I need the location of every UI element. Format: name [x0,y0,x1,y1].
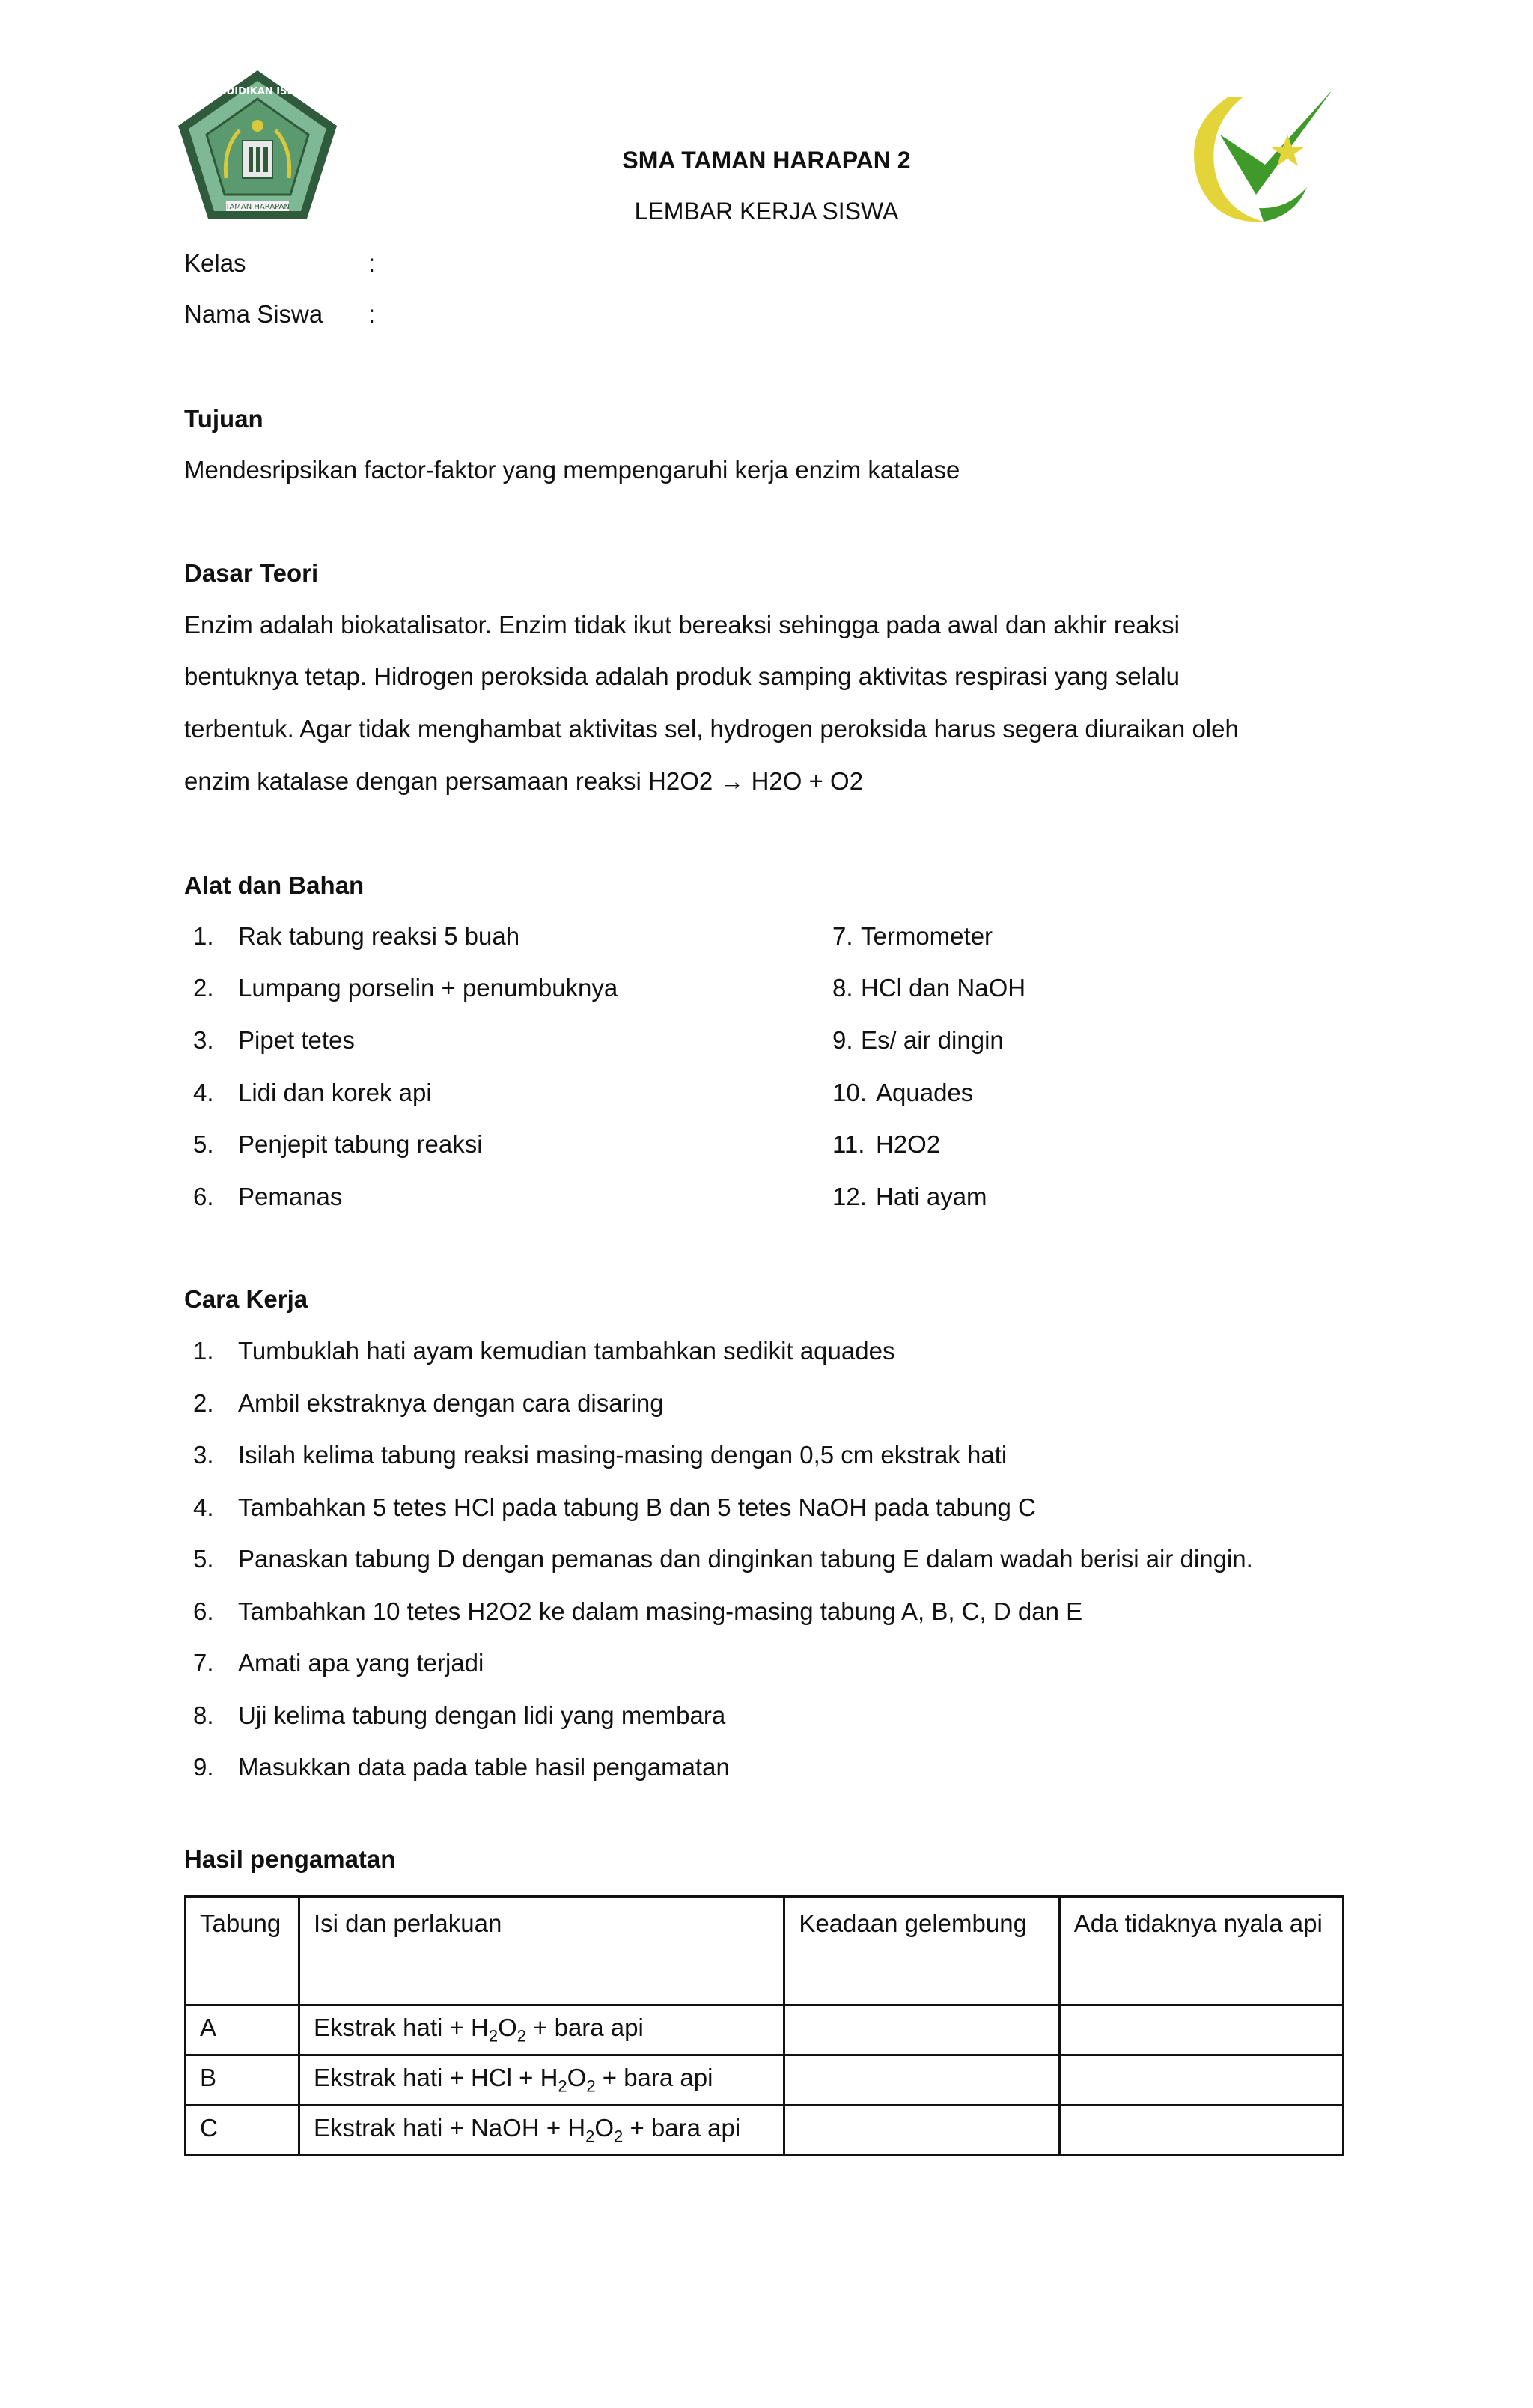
alat-item: Lumpang porselin + penumbuknya [238,974,618,1002]
step-number: 2. [193,1389,214,1417]
alat-number: 10. [832,1079,867,1106]
table-row [186,2005,1344,2055]
alat-item: Aquades [876,1079,974,1106]
step-number: 9. [193,1753,214,1781]
table-row [186,2055,1344,2106]
alat-number: 9. [832,1026,853,1054]
kelas-colon: : [368,249,376,277]
step-text: Isilah kelima tabung reaksi masing-masing dengan 0,5 cm ekstrak hati [238,1441,1008,1469]
dasar-teori-line: bentuknya tetap. Hidrogen peroksida adalah produk samping aktivitas respirasi yang selalu [184,662,1180,690]
reaction-text: enzim katalase dengan persamaan reaksi H2O2 [184,767,713,795]
perlakuan-cell: Ekstrak hati + NaOH + $H_2O_2$ + bara api [299,2106,784,2156]
dasar-teori-line: Enzim adalah biokatalisator. Enzim tidak ikut bereaksi sehingga pada awal dan akhir reaksi [184,611,1180,638]
nyala-api-cell[interactable] [1059,2106,1343,2156]
alat-number: 2. [193,974,214,1002]
column-header: Tabung [186,1897,299,2005]
perlakuan-cell: Ekstrak hati + HCl + $H_2O_2$ + bara api [299,2055,784,2106]
alat-number: 12. [832,1183,867,1210]
step-number: 7. [193,1649,214,1677]
alat-number: 7. [832,922,853,950]
perlakuan-cell: Ekstrak hati + $H_2O_2$ + bara api [299,2005,784,2055]
step-text: Masukkan data pada table hasil pengamatan [238,1753,730,1781]
column-header: Isi dan perlakuan [299,1897,784,2005]
reaction-product: H2O + O2 [751,767,864,795]
step-text: Ambil ekstraknya dengan cara disaring [238,1389,664,1417]
step-text: Amati apa yang terjadi [238,1649,484,1677]
nyala-api-cell[interactable] [1059,2055,1343,2106]
step-number: 1. [193,1337,214,1365]
nama-siswa-label: Nama Siswa [184,300,323,328]
gelembung-cell[interactable] [784,2055,1059,2106]
alat-bahan-heading: Alat dan Bahan [184,871,365,899]
alat-number: 11. [832,1130,865,1158]
step-number: 5. [193,1545,214,1573]
step-number: 4. [193,1493,214,1521]
document-type-title: LEMBAR KERJA SISWA [634,198,899,225]
dasar-teori-heading: Dasar Teori [184,559,319,587]
alat-item: Termometer [861,922,993,950]
alat-number: 6. [193,1183,214,1210]
gelembung-cell[interactable] [784,2106,1059,2156]
dasar-teori-line: terbentuk. Agar tidak menghambat aktivitas sel, hydrogen peroksida harus segera diuraikan oleh [184,715,1239,743]
alat-item: Pemanas [238,1183,343,1210]
logo-left-top-text: PENDIDIKAN ISLAM [204,86,311,97]
nama-siswa-colon: : [368,300,376,328]
column-header: Keadaan gelembung [784,1897,1059,2005]
reaction-arrow-icon: → [719,767,745,795]
alat-number: 5. [193,1130,214,1158]
hasil-pengamatan-heading: Hasil pengamatan [184,1845,396,1873]
alat-number: 3. [193,1026,214,1054]
dasar-teori-reaction-line [184,766,863,796]
step-text: Tambahkan 5 tetes HCl pada tabung B dan 5 tetes NaOH pada tabung C [238,1493,1036,1521]
tujuan-text: Mendesripsikan factor-faktor yang mempengaruhi kerja enzim katalase [184,456,960,484]
logo-left-bottom-text: TAMAN HARAPAN [225,203,290,211]
step-number: 6. [193,1597,214,1625]
observation-table [184,1895,1344,2156]
alat-item: Lidi dan korek api [238,1079,432,1106]
school-title: SMA TAMAN HARAPAN 2 [622,147,911,174]
step-text: Tambahkan 10 tetes H2O2 ke dalam masing-masing tabung A, B, C, D dan E [238,1597,1083,1625]
alat-item: Rak tabung reaksi 5 buah [238,922,520,950]
step-text: Tumbuklah hati ayam kemudian tambahkan sedikit aquades [238,1337,895,1365]
tabung-cell: C [186,2106,299,2156]
alat-number: 1. [193,922,214,950]
cara-kerja-heading: Cara Kerja [184,1285,308,1313]
tabung-cell: B [186,2055,299,2106]
step-text: Panaskan tabung D dengan pemanas dan dinginkan tabung E dalam wadah berisi air dingin. [238,1545,1253,1573]
tujuan-heading: Tujuan [184,405,263,433]
step-number: 8. [193,1701,214,1729]
table-row [186,2106,1344,2156]
column-header: Ada tidaknya nyala api [1059,1897,1343,2005]
alat-number: 8. [832,974,853,1002]
step-number: 3. [193,1441,214,1469]
tabung-cell: A [186,2005,299,2055]
nyala-api-cell[interactable] [1059,2005,1343,2055]
alat-item: HCl dan NaOH [861,974,1026,1002]
alat-item: Pipet tetes [238,1026,355,1054]
alat-item: Hati ayam [876,1183,987,1210]
gelembung-cell[interactable] [784,2005,1059,2055]
step-text: Uji kelima tabung dengan lidi yang membara [238,1701,726,1729]
table-header-row [186,1897,1344,2005]
kelas-label: Kelas [184,249,246,277]
alat-item: Penjepit tabung reaksi [238,1130,483,1158]
alat-item: Es/ air dingin [861,1026,1004,1054]
alat-number: 4. [193,1079,214,1106]
alat-item: H2O2 [876,1130,941,1158]
